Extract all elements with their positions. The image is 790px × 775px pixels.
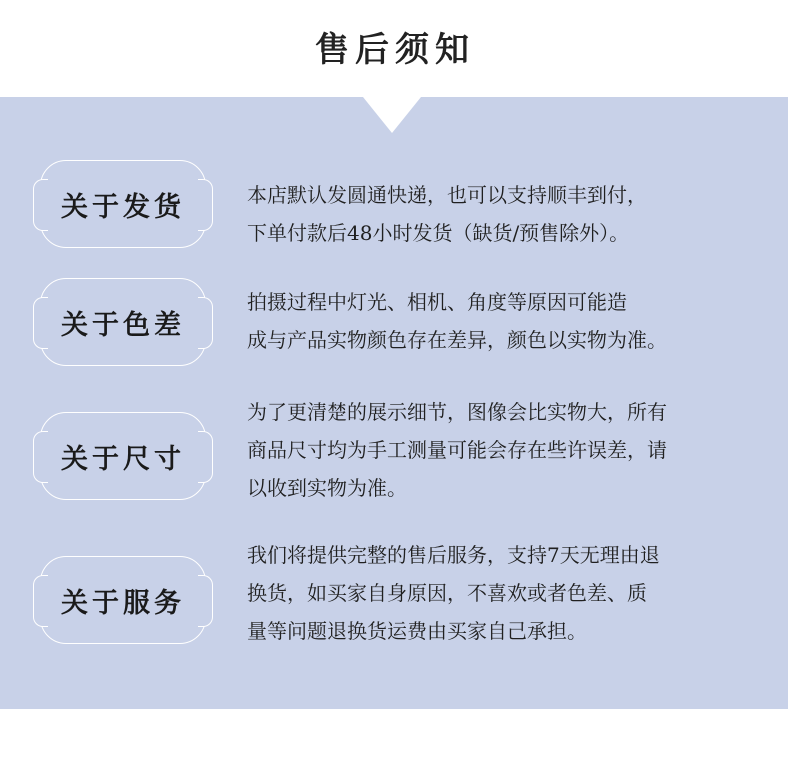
panel-notch — [363, 97, 421, 133]
service-text — [247, 536, 737, 650]
service-line-2: 换货，如买家自身原因，不喜欢或者色差、质 — [247, 581, 647, 605]
shipping-line-1: 本店默认发圆通快递，也可以支持顺丰到付， — [247, 183, 647, 207]
color-difference-line-1: 拍摄过程中灯光、相机、角度等原因可能造 — [247, 290, 627, 314]
size-text — [247, 393, 737, 507]
size-line-1: 为了更清楚的展示细节，图像会比实物大，所有 — [247, 400, 667, 424]
shipping-badge: 关于发货 — [40, 160, 206, 248]
size-badge: 关于尺寸 — [40, 412, 206, 500]
service-badge: 关于服务 — [40, 556, 206, 644]
shipping-line-2: 下单付款后48小时发货（缺货/预售除外）。 — [247, 221, 630, 245]
color-difference-text — [247, 283, 737, 359]
shipping-text — [247, 176, 737, 252]
color-difference-badge: 关于色差 — [40, 278, 206, 366]
page-title: 售后须知 — [315, 30, 475, 70]
size-line-2: 商品尺寸均为手工测量可能会存在些许误差，请 — [247, 438, 667, 462]
service-line-3: 量等问题退换货运费由买家自己承担。 — [247, 619, 587, 643]
service-line-1: 我们将提供完整的售后服务，支持7天无理由退 — [247, 543, 660, 567]
color-difference-line-2: 成与产品实物颜色存在差异，颜色以实物为准。 — [247, 328, 667, 352]
size-line-3: 以收到实物为准。 — [247, 476, 407, 500]
